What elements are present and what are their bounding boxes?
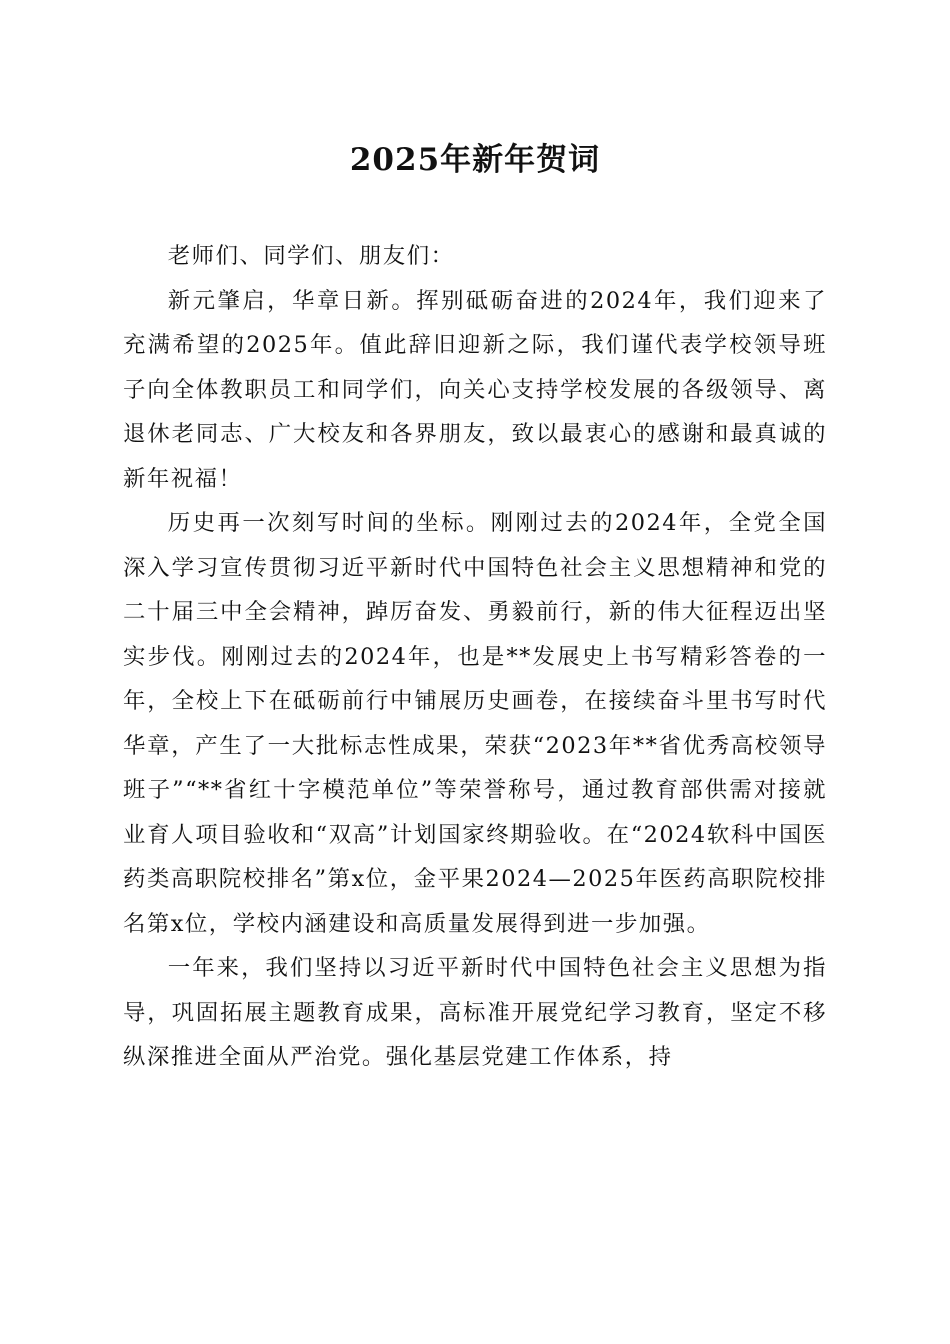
paragraph-3: 一年来，我们坚持以习近平新时代中国特色社会主义思想为指导，巩固拓展主题教育成果，高标准开展党纪学习教育，坚定不移纵深推进全面从严治党。强化基层党建工作体系，持 <box>123 955 827 1070</box>
document-title: 2025年新年贺词 <box>349 142 601 178</box>
paragraph-2: 历史再一次刻写时间的坐标。刚刚过去的2024年，全党全国深入学习宣传贯彻习近平新时代中国特色社会主义思想精神和党的二十届三中全会精神，踔厉奋发、勇毅前行，新的伟大征程迈出坚实步伐。刚刚过去的2024年，也是**发展史上书写精彩答卷的一年，全校上下在砥砺前行中铺展历史画卷，在接续奋斗里书写时代华章，产生了一大批标志性成果，荣获“2023年**省优秀高校领导班子”“**省红十字模范单位”等荣誉称号，通过教育部供需对接就业育人项目验收和“双高”计划国家终期验收。在“2024软科中国医药类高职院校排名”第x位，金平果2024—2025年医药高职院校排名第x位，学校内涵建设和高质量发展得到进一步加强。 <box>123 510 827 937</box>
paragraph-1: 新元肇启，华章日新。挥别砥砺奋进的2024年，我们迎来了充满希望的2025年。值此辞旧迎新之际，我们谨代表学校领导班子向全体教职员工和同学们，向关心支持学校发展的各级领导、离退休老同志、广大校友和各界朋友，致以最衷心的感谢和最真诚的新年祝福！ <box>123 287 827 492</box>
salutation: 老师们、同学们、朋友们： <box>167 243 455 269</box>
document-body <box>123 234 827 1080</box>
